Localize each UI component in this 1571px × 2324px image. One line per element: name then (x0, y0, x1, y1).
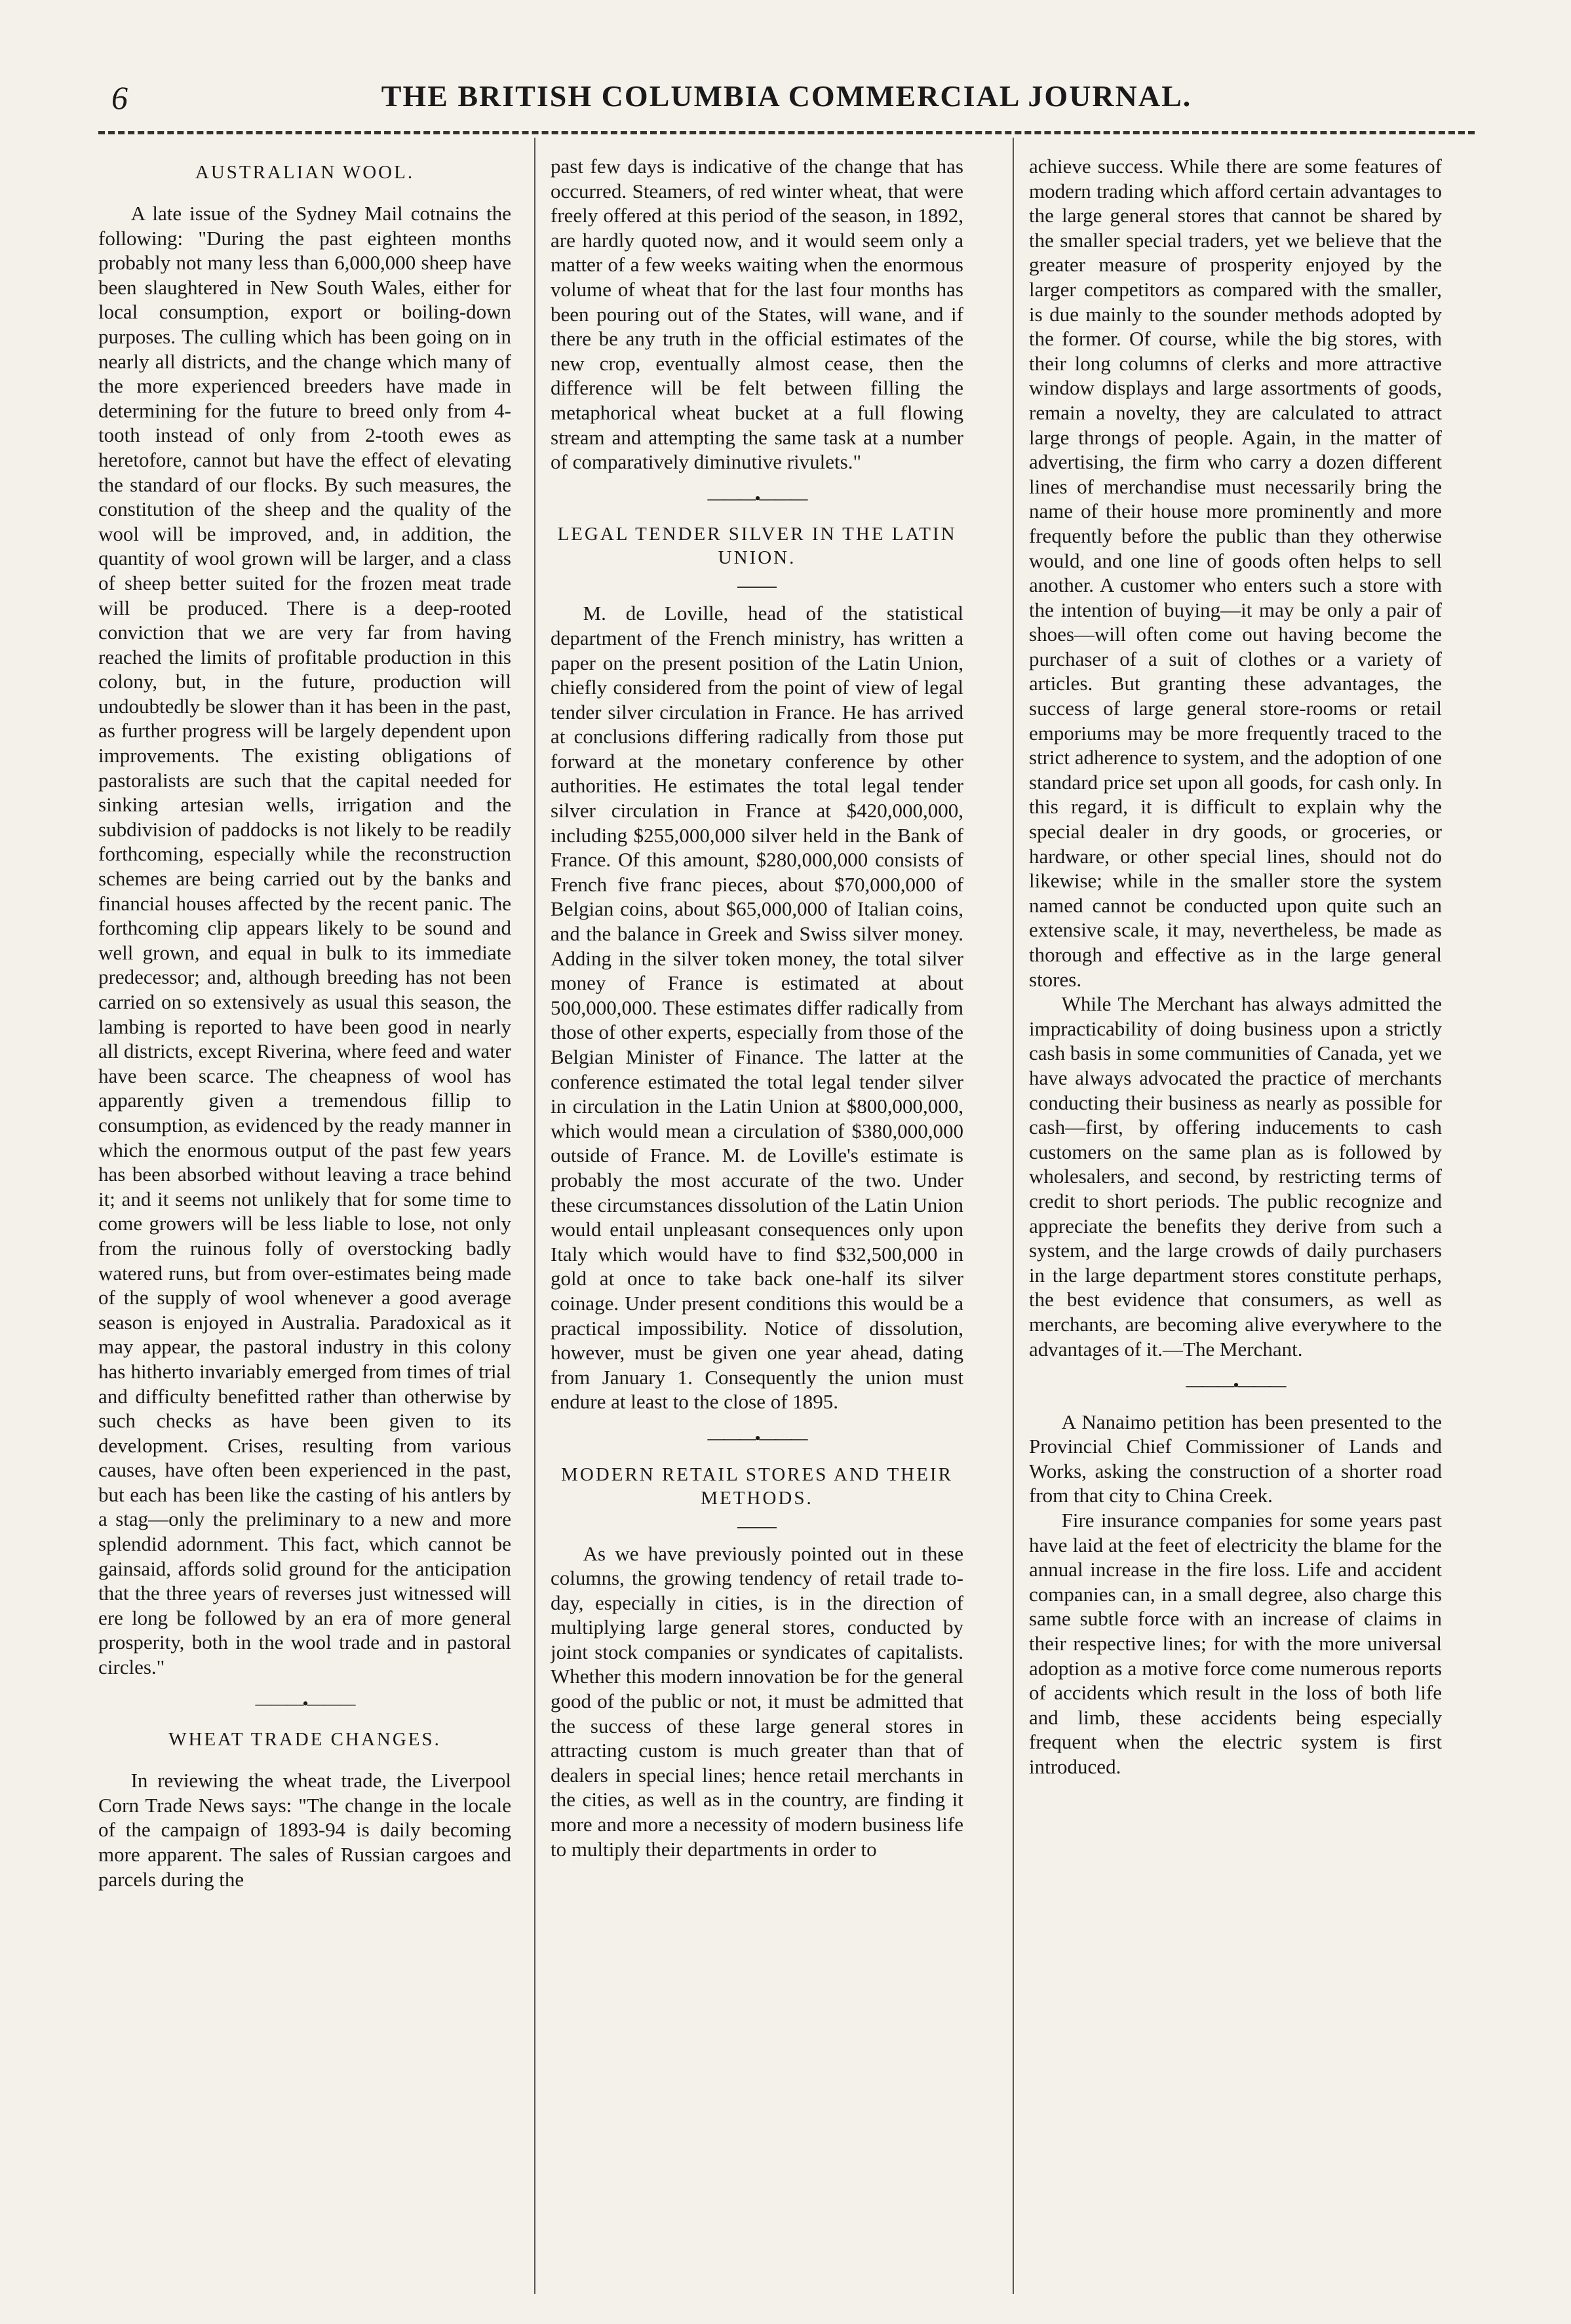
article-body-wheat-trade-cont: past few days is indicative of the change that has occurred. Steamers, of red winter wheat, that were freely offered at this period of the season, in 1892, are hardly quoted now, and it would seem only a matter of a few weeks waiting when the enormous volume of wheat that for the last four months has been pouring out of the States, will wane, and if there be any truth in the official estimates of the new crop, eventually almost cease, then the difference will be felt between filling the metaphorical wheat bucket at a full flowing stream and attempting the same task at a number of comparatively diminutive rivulets." (551, 155, 963, 474)
article-body-modern-retail-2: While The Merchant has always admitted the impracticability of doing business upon a strictly cash basis in some communities of Canada, yet we have always advocated the practice of merchants conducting their business as nearly as possible for cash—first, by offering inducements to cash customers on the same plan as is followed by wholesalers, and second, by restricting terms of credit to short periods. The public recognize and appreciate the benefits they derive from such a system, and the large crowds of daily purchasers in the large department stores constitute perhaps, the best evidence that consumers, as well as merchants, are becoming alive everywhere to the advantages of it.—The Merchant. (1029, 992, 1442, 1361)
column-1 (98, 154, 511, 2291)
short-rule (737, 587, 777, 588)
column-2 (551, 154, 963, 2291)
short-rule (737, 1527, 777, 1528)
article-title-modern-retail: MODERN RETAIL STORES AND THEIR METHODS. (561, 1463, 953, 1509)
page-number: 6 (111, 79, 128, 116)
column-rule (534, 138, 535, 2294)
article-body-wheat-trade: In reviewing the wheat trade, the Liverpool Corn Trade News says: "The change in the locale of the campaign of 1893-94 is daily becoming more apparent. The sales of Russian cargoes and parcels during the (98, 1769, 511, 1891)
article-body-australian-wool: A late issue of the Sydney Mail cotnains the following: "During the past eighteen months probably not many less than 6,000,000 sheep have been slaughtered in New South Wales, either for local consumption, export or boiling-down purposes. The culling which has been going on in nearly all districts, and the change which many of the more experienced breeders have made in determining for the future to breed only from 4-tooth instead of only from 2-tooth ewes as heretofore, cannot but have the effect of elevating the standard of our flocks. By such measures, the constitution of the sheep and the quality of the wool will be improved, and, in addition, the quantity of wool grown will be larger, and a class of sheep better suited for the frozen meat trade will be produced. There is a deep-rooted conviction that we are very far from having reached the limits of profitable production in this colony, but, in the future, production will undoubtedly be slower than it has been in the past, as further progress will be largely dependent upon improvements. The existing obligations of pastoralists are such that the capital needed for sinking artesian wells, irrigation and the subdivision of paddocks is not likely to be readily forthcoming, especially while the reconstruction schemes are being carried out by the banks and financial houses affected by the recent panic. The forthcoming clip appears likely to be sound and well grown, and equal in bulk to its immediate predecessor; and, although breeding has not been carried on so extensively as usual this season, the lambing is reported to have been good in nearly all districts, except Riverina, where feed and water have been scarce. The cheapness of wool has apparently given a tremendous fillip to consumption, as evidenced by the ready manner in which the enormous output of the past few years has been absorbed without leaving a trace behind it; and it seems not unlikely that for some time to come growers will be less liable to lose, not only from the ruinous folly of overstocking badly watered runs, but from over-estimates being made of the supply of wool whenever a good average season is enjoyed in Australia. Paradoxical as it may appear, the pastoral industry in this colony has hitherto invariably emerged from times of trial and difficulty benefitted rather than otherwise by such checks as have been given to its development. Crises, resulting from various causes, have often been experienced in the past, but each has been like the casting of his antlers by a stag—only the preliminary to a new and more splendid adornment. This fact, which cannot be gainsaid, affords solid ground for the anticipation that the three years of reverses just witnessed will ere long be followed by an era of more general prosperity, both in the wool trade and in pastoral circles." (98, 202, 511, 1679)
ornament-divider: ———•——— (707, 488, 807, 508)
article-body-nanaimo: A Nanaimo petition has been presented to the Provincial Chief Commissioner of Lands and Works, asking the construction of a shorter road from that city to China Creek. (1029, 1410, 1442, 1507)
column-rule (1013, 138, 1014, 2294)
article-body-fire-insurance: Fire insurance companies for some years past have laid at the feet of electricity the blame for the annual increase in the fire loss. Life and accident companies can, in a small degree, also charge this same subtle force with an increase of claims in their respective lines; for with the more universal adoption as a motive force come numerous reports of accidents which result in the loss of both life and limb, these accidents being especially frequent when the electric system is first introduced. (1029, 1509, 1442, 1778)
article-title-wheat-trade: WHEAT TRADE CHANGES. (168, 1729, 441, 1751)
column-3 (1029, 154, 1442, 2291)
article-body-modern-retail: As we have previously pointed out in these columns, the growing tendency of retail trade to-day, especially in cities, is in the direction of multiplying large general stores, conducted by joint stock companies or syndicates of capitalists. Whether this modern innovation be for the general good of the public or not, it must be admitted that the success of these large general stores in attracting custom is much greater than that of dealers in special lines; hence retail merchants in the cities, as well as in the country, are finding it more and more a necessity of modern business life to multiply their departments in order to (551, 1541, 963, 1861)
article-body-legal-tender: M. de Loville, head of the statistical department of the French ministry, has written a paper on the present position of the Latin Union, chiefly considered from the point of view of legal tender silver circulation in France. He has arrived at conclusions differing radically from those put forward at the monetary conference by other authorities. He estimates the total legal tender silver circulation in France at $420,000,000, including $255,000,000 silver held in the Bank of France. Of this amount, $280,000,000 consists of French five franc pieces, about $70,000,000 of Belgian coins, about $65,000,000 of Italian coins, and the balance in Greek and Swiss silver money. Adding in the silver token money, the total silver money of France is estimated at about 500,000,000. These estimates differ radically from those of other experts, especially from those of the Belgian Minister of Finance. The latter at the conference estimated the total legal tender silver in circulation in the Latin Union at $800,000,000, which would mean a circulation of $380,000,000 outside of France. M. de Loville's estimate is probably the most accurate of the two. Under these circumstances dissolution of the Latin Union would entail unpleasant consequences only upon Italy which would have to find $32,500,000 in gold at once to take back one-half its silver coinage. Under present conditions this would be a practical impossibility. Notice of dissolution, however, must be given one year ahead, dating from January 1. Consequently the union must endure at least to the close of 1895. (551, 602, 963, 1414)
ornament-divider: ———•——— (707, 1428, 807, 1448)
page-header (98, 79, 1475, 131)
header-rule (98, 131, 1475, 134)
article-title-legal-tender: LEGAL TENDER SILVER IN THE LATIN UNION. (557, 524, 957, 569)
journal-title: THE BRITISH COLUMBIA COMMERCIAL JOURNAL. (381, 79, 1192, 113)
article-title-australian-wool: AUSTRALIAN WOOL. (195, 162, 415, 183)
ornament-divider: ———•——— (1186, 1376, 1285, 1395)
article-body-modern-retail-cont: achieve success. While there are some features of modern trading which afford certain advantages to the large general stores that cannot be shared by the smaller special traders, yet we believe that the greater measure of prosperity enjoyed by the larger competitors as compared with the smaller, is due mainly to the sounder methods adopted by the former. Of course, while the big stores, with their long columns of clerks and more attractive window displays and large assortments of goods, remain a novelty, they are calculated to attract large throngs of people. Again, in the matter of advertising, the firm who carry a dozen different lines of merchandise must necessarily bring the name of their house more prominently and more frequently before the public than they otherwise would, and one line of goods often helps to sell another. A customer who enters such a store with the intention of buying—it may be only a pair of shoes—will often come out having become the purchaser of a suit of clothes or a variety of articles. But granting these advantages, the success of large general store-rooms or retail emporiums may be more frequently traced to the strict adherence to system, and the adoption of one standard price set upon all goods, for cash only. In this regard, it is difficult to explain why the special dealer in dry goods, or groceries, or hardware, or other special lines, should not do likewise; while in the smaller store the system named cannot be conducted upon quite such an extensive scale, it may, nevertheless, be made as thorough and effective as in the large general stores. (1029, 155, 1442, 991)
ornament-divider: ———•——— (255, 1694, 355, 1713)
